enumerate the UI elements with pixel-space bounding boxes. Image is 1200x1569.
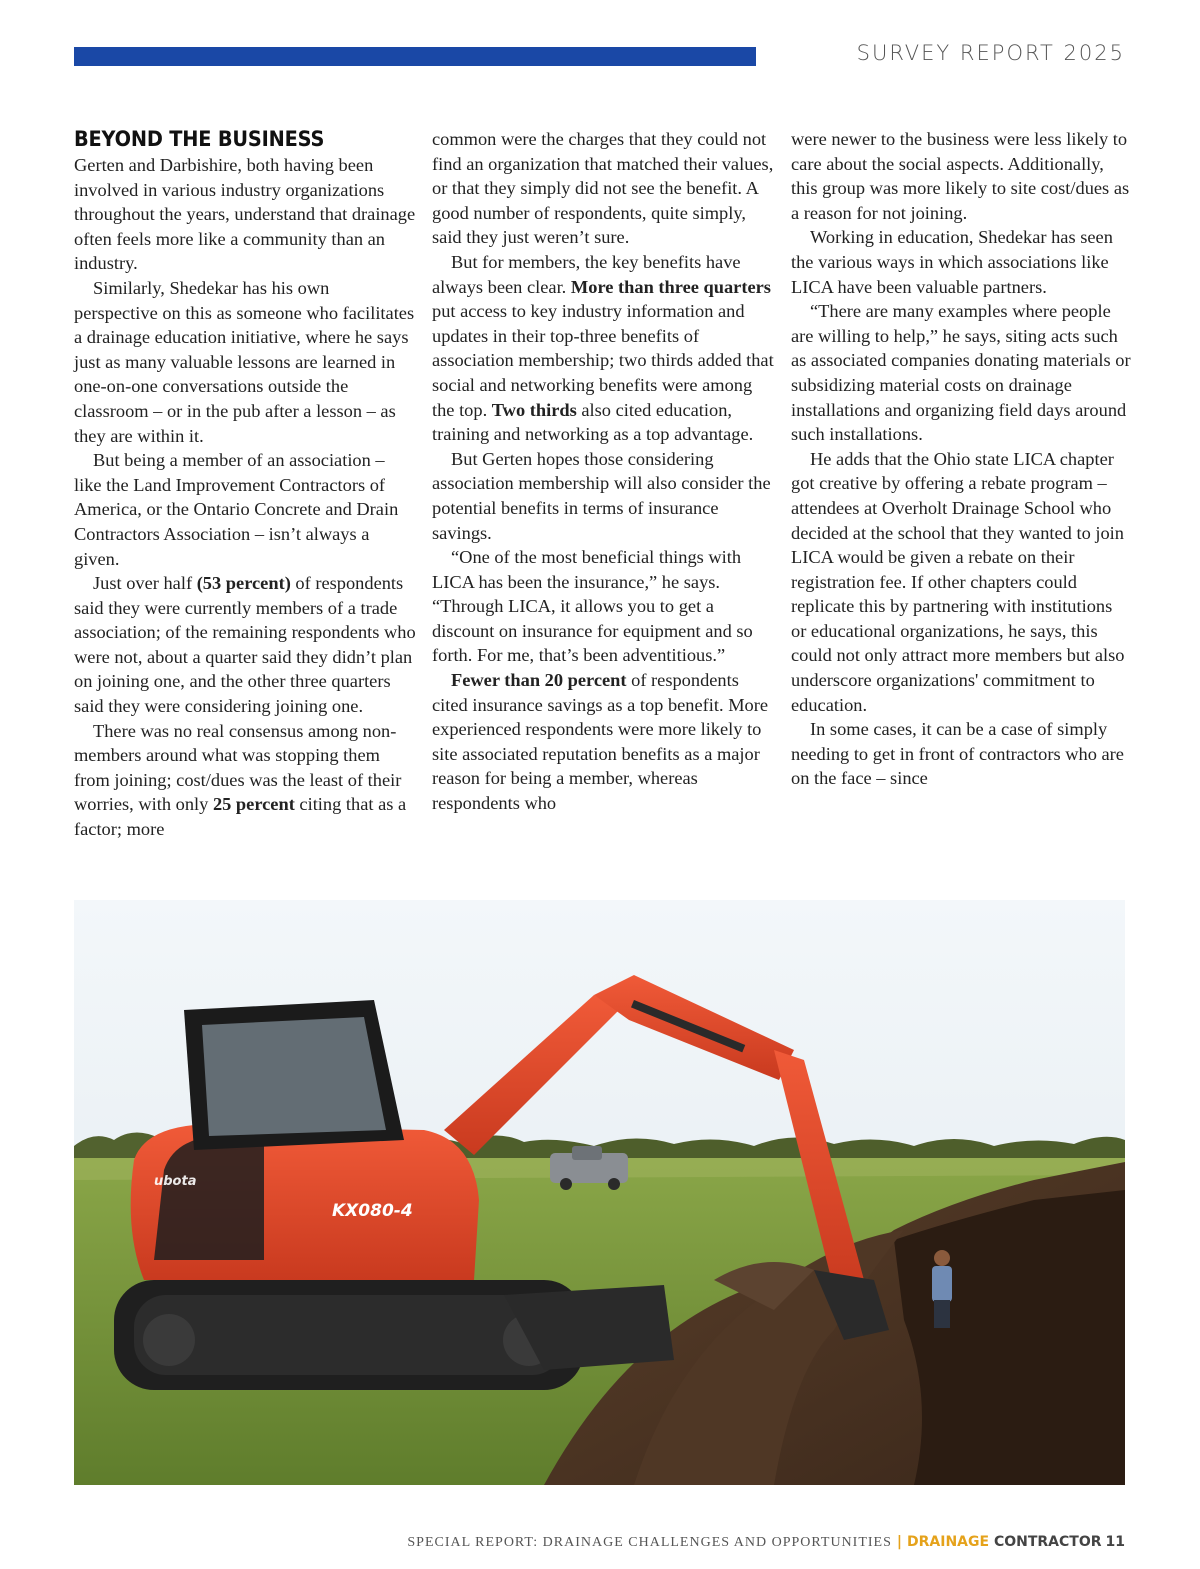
quote-paragraph: “One of the most beneficial things with LICA has been the insurance,” he says. “Through LICA, it allows you to get a discount on insurance for equipment and so forth. For me, that’s been adventitious.”	[432, 547, 753, 666]
machine-model-label: KX080-4	[332, 1201, 413, 1221]
header-color-bar	[74, 47, 756, 66]
highlight-stat: More than three quarters	[570, 276, 771, 297]
worker-figure	[932, 1250, 952, 1328]
footer-brand-drainage: DRAINAGE	[907, 1534, 990, 1550]
photo-illustration	[74, 900, 1125, 1485]
paragraph: Just over half (53 percent) of respondents said they were currently members of a trade association; of the remaining respondents who were not, about a quarter said they didn’t plan on joining one, and the other three quarters said they were considering joining one.	[74, 573, 416, 717]
footer-report-title: SPECIAL REPORT: DRAINAGE CHALLENGES AND OPPORTUNITIES	[407, 1535, 892, 1550]
highlight-stat: (53 percent)	[196, 573, 291, 594]
highlight-stat: Two thirds	[491, 399, 577, 420]
quote-paragraph: “There are many examples where people are willing to help,” he says, siting acts such as associated companies donating materials or subsidizing material costs on drainage installations and organizing field days around such installations.	[791, 301, 1131, 445]
page-footer	[407, 1534, 1125, 1551]
machine-brand-label: ubota	[154, 1174, 197, 1189]
paragraph: common were the charges that they could not find an organization that matched their values, or that they simply did not see the benefit. A good number of respondents, quite simply, said they just weren’t sure.	[432, 129, 774, 248]
section-heading: BEYOND THE BUSINESS	[74, 127, 325, 151]
paragraph: But Gerten hopes those considering association membership will also consider the potential benefits in terms of insurance savings.	[432, 448, 771, 543]
highlight-stat: 25 percent	[212, 794, 295, 815]
article-column-3	[791, 127, 1131, 791]
page-number: 11	[1105, 1534, 1125, 1550]
paragraph: But being a member of an association – like the Land Improvement Contractors of America, or the Ontario Concrete and Drain Contractors Association – isn’t always a given.	[74, 450, 399, 569]
article-column-2	[432, 127, 774, 816]
paragraph: Similarly, Shedekar has his own perspective on this as someone who facilitates a drainage education initiative, where he says just as many valuable lessons are learned in one-on-one conversations outside the classroom – or in the pub after a lesson – as they are within it.	[74, 277, 415, 446]
paragraph: Working in education, Shedekar has seen the various ways in which associations like LICA have been valuable partners.	[791, 227, 1113, 297]
paragraph: Fewer than 20 percent of respondents cited insurance savings as a top benefit. More experienced respondents were more likely to site associated reputation benefits as a major reason for being a member, whereas respondents who	[432, 670, 769, 814]
excavator-photo	[74, 900, 1125, 1485]
footer-brand-contractor: CONTRACTOR	[989, 1534, 1102, 1550]
paragraph: He adds that the Ohio state LICA chapter got creative by offering a rebate program – attendees at Overholt Drainage School who decided at the school that they wanted to join LICA would be given a rebate on their registration fee. If other chapters could replicate this by partnering with institutions or educational organizations, he says, this could not only attract more members but also underscore organizations' commitment to education.	[791, 448, 1125, 715]
paragraph: Gerten and Darbishire, both having been involved in various industry organizations throughout the years, understand that drainage often feels more like a community than an industry.	[74, 155, 416, 274]
section-label: SURVEY REPORT 2025	[856, 41, 1125, 65]
paragraph: In some cases, it can be a case of simply needing to get in front of contractors who are on the face – since	[791, 719, 1124, 789]
highlight-stat: Fewer than 20 percent	[451, 670, 627, 691]
paragraph: There was no real consensus among non-members around what was stopping them from joining; cost/dues was the least of their worries, with only 25 percent citing that as a factor; more	[74, 720, 407, 840]
paragraph: were newer to the business were less likely to care about the social aspects. Additionally, this group was more likely to site cost/dues as a reason for not joining.	[791, 129, 1130, 223]
footer-separator: |	[896, 1534, 903, 1550]
paragraph: But for members, the key benefits have always been clear. More than three quarters put access to key industry information and updates in their top-three benefits of association membership; two thirds added that social and networking benefits were among the top. Two thirds also cited education, training and networking as a top advantage.	[432, 251, 774, 445]
article-column-1	[74, 127, 416, 842]
